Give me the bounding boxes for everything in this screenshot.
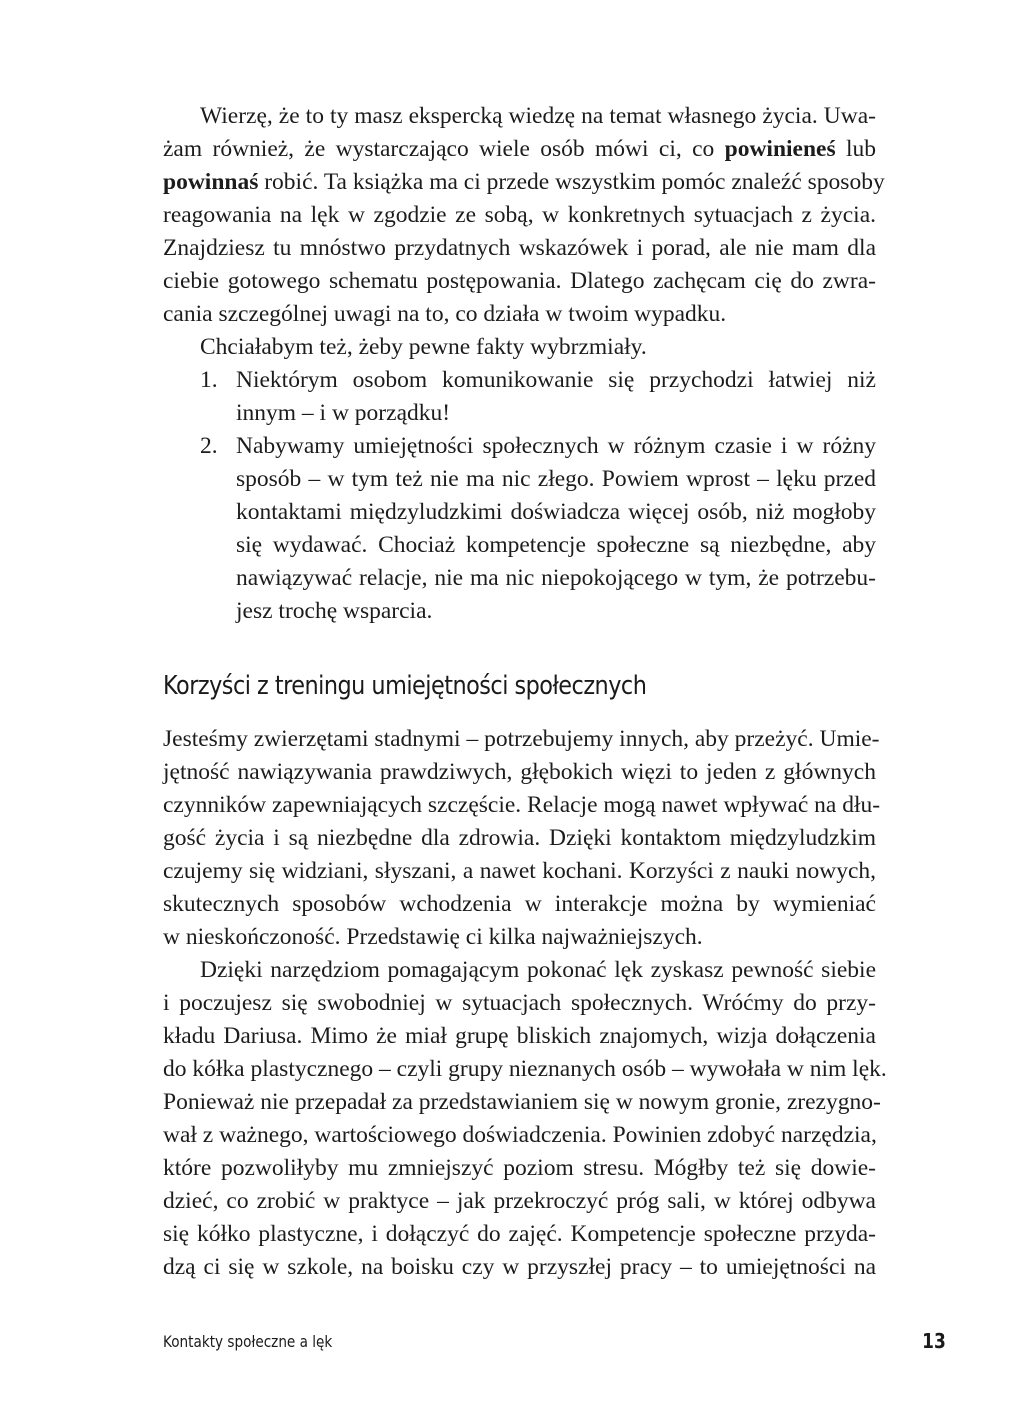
section-text — [163, 723, 887, 1284]
paragraph-line: skutecznych sposobów wchodzenia w interakcje można by wymieniać — [163, 891, 876, 917]
paragraph-line: wał z ważnego, wartościowego doświadczenia. Powinien zdobyć narzędzia, — [163, 1122, 877, 1148]
list-line — [163, 430, 876, 463]
list-line: się wydawać. Chociaż kompetencje społeczne są niezbędne, aby — [236, 532, 876, 558]
list-item — [163, 364, 876, 430]
paragraph-line: gość życia i są niezbędne dla zdrowia. Dzięki kontaktom międzyludzkim — [163, 825, 876, 851]
paragraph-line: do kółka plastycznego – czyli grupy nieznanych osób – wywołała w nim lęk. — [163, 1056, 887, 1082]
paragraph-line: i poczujesz się swobodniej w sytuacjach społecznych. Wróćmy do przy- — [163, 990, 876, 1016]
list-line: kontaktami międzyludzkimi doświadcza więcej osób, niż mogłoby — [236, 499, 876, 525]
paragraph-line — [163, 166, 885, 199]
paragraph-line: czynników zapewniających szczęście. Relacje mogą nawet wpływać na dłu- — [163, 792, 881, 818]
text-run: robić. Ta książka ma ci przede wszystkim pomóc znaleźć sposoby — [258, 169, 885, 195]
paragraph-line — [163, 133, 876, 166]
list-line: jesz trochę wsparcia. — [236, 598, 433, 624]
fact-list — [163, 364, 876, 628]
paragraph-line: Chciałabym też, żeby pewne fakty wybrzmiały. — [200, 334, 647, 360]
paragraph-line: w nieskończoność. Przedstawię ci kilka najważniejszych. — [163, 924, 703, 950]
paragraph-line: dzieć, co zrobić w praktyce – jak przekroczyć próg sali, w której odbywa — [163, 1188, 876, 1214]
list-line: innym – i w porządku! — [236, 400, 451, 426]
list-line: sposób – w tym też nie ma nic złego. Powiem wprost – lęku przed — [236, 466, 876, 492]
text-run: lub — [835, 136, 877, 162]
paragraph-line: Wierzę, że to ty masz ekspercką wiedzę na temat własnego życia. Uwa- — [200, 103, 876, 129]
list-line: nawiązywać relacje, nie ma nic niepokojącego w tym, że potrzebu- — [236, 565, 876, 591]
paragraph-line: ciebie gotowego schematu postępowania. Dlatego zachęcam cię do zwra- — [163, 268, 876, 294]
running-footer-title: Kontakty społeczne a lęk — [163, 1332, 333, 1351]
bold-term: powinieneś — [724, 136, 836, 162]
paragraph-line: Dzięki narzędziom pomagającym pokonać lęk zyskasz pewność siebie — [200, 957, 876, 983]
list-number: 2. — [200, 433, 218, 459]
page-number: 13 — [922, 1329, 946, 1353]
list-number: 1. — [200, 367, 218, 393]
paragraph-line: które pozwoliłyby mu zmniejszyć poziom stresu. Mógłby też się dowie- — [163, 1155, 876, 1181]
bold-term: powinnaś — [163, 169, 259, 195]
section-heading: Korzyści z treningu umiejętności społecznych — [163, 671, 647, 701]
paragraph-line: jętność nawiązywania prawdziwych, głębokich więzi to jeden z głównych — [163, 759, 876, 785]
intro-text — [163, 100, 885, 628]
list-line — [163, 364, 876, 397]
text-run: Niektórym osobom komunikowanie się przychodzi łatwiej niż — [236, 367, 876, 393]
list-item — [163, 430, 876, 628]
text-run: Nabywamy umiejętności społecznych w różnym czasie i w różny — [236, 433, 876, 459]
paragraph-line: kładu Dariusa. Mimo że miał grupę bliskich znajomych, wizja dołączenia — [163, 1023, 876, 1049]
paragraph-line: dzą ci się w szkole, na boisku czy w przyszłej pracy – to umiejętności na — [163, 1254, 876, 1280]
text-run: żam również, że wystarczająco wiele osób mówi ci, co — [163, 136, 725, 162]
paragraph-line: Jesteśmy zwierzętami stadnymi – potrzebujemy innych, aby przeżyć. Umie- — [163, 726, 880, 752]
paragraph-line: cania szczególnej uwagi na to, co działa w twoim wypadku. — [163, 301, 727, 327]
paragraph-line: czujemy się widziani, słyszani, a nawet kochani. Korzyści z nauki nowych, — [163, 858, 876, 884]
paragraph-line: reagowania na lęk w zgodzie ze sobą, w konkretnych sytuacjach z życia. — [163, 202, 876, 228]
paragraph-line: się kółko plastyczne, i dołączyć do zajęć. Kompetencje społeczne przyda- — [163, 1221, 876, 1247]
paragraph-line: Ponieważ nie przepadał za przedstawianiem się w nowym gronie, zrezygno- — [163, 1089, 881, 1115]
paragraph-line: Znajdziesz tu mnóstwo przydatnych wskazówek i porad, ale nie mam dla — [163, 235, 876, 261]
